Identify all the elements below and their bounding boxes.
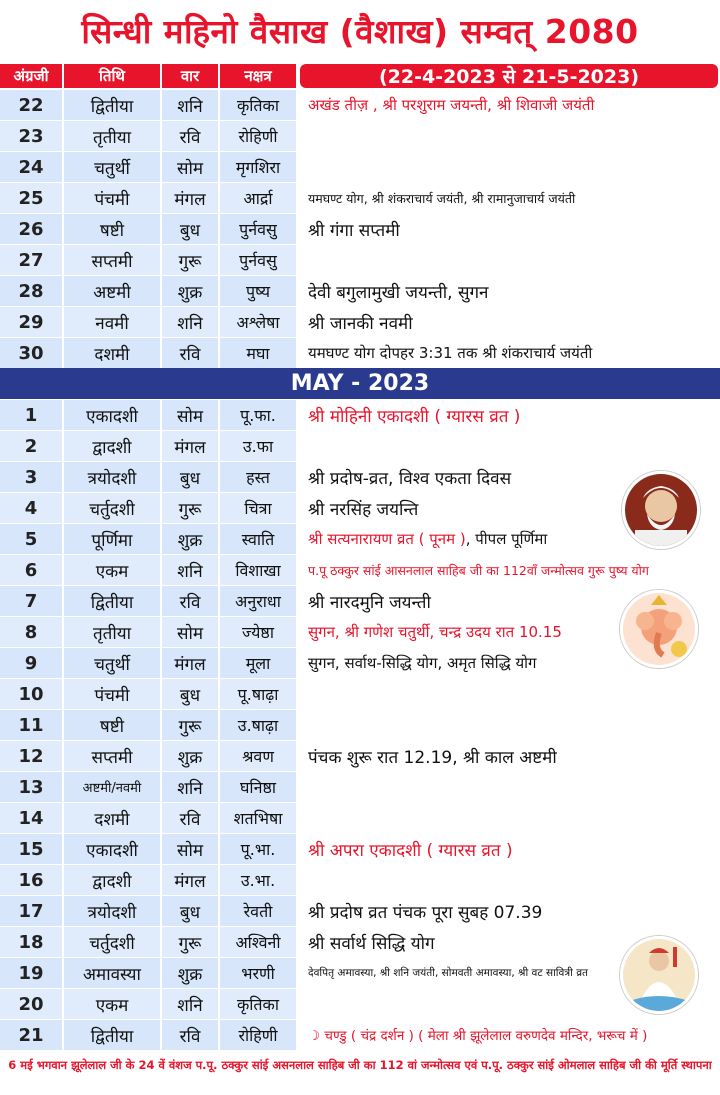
vaar-cell: मंगल — [162, 648, 220, 678]
tithi-cell: अष्टमी/नवमी — [64, 772, 162, 802]
event-cell: देवी बगुलामुखी जयन्ती, सुगन — [298, 276, 720, 306]
nakshatra-cell: पू.फा. — [220, 400, 298, 430]
event-cell: ☽ चण्डु ( चंद्र दर्शन ) ( मेला श्री झूलेलाल वरुणदेव मन्दिर, भरूच में ) — [298, 1020, 720, 1050]
nakshatra-cell: पुष्य — [220, 276, 298, 306]
event-cell: सुगन, सर्वाथ-सिद्धि योग, अमृत सिद्धि योग — [298, 648, 720, 678]
date-cell: 6 — [0, 555, 64, 585]
footer-note: 6 मई भगवान झूलेलाल जी के 24 वें वंशज प.पू. ठक्कुर सांई असनलाल साहिब जी का 112 वां जन्मोत्सव एवं प.पू. ठक्कुर सांई ओमलाल साहिब जी की मूर्ति स्थापना — [8, 1058, 712, 1072]
vaar-cell: शनि — [162, 307, 220, 337]
nakshatra-cell: आर्द्रा — [220, 183, 298, 213]
page-title: सिन्धी महिनो वैसाख (वैशाख) सम्वत् 2080 — [81, 12, 639, 51]
tithi-cell: द्वितीया — [64, 90, 162, 120]
tithi-cell: सप्तमी — [64, 245, 162, 275]
nakshatra-cell: मघा — [220, 338, 298, 368]
tithi-cell: एकादशी — [64, 834, 162, 864]
header-date: अंग्रजी — [0, 64, 64, 88]
table-row — [0, 152, 720, 183]
header-tithi: तिथि — [64, 64, 162, 88]
vaar-cell: शनि — [162, 90, 220, 120]
table-row — [0, 524, 720, 555]
date-cell: 3 — [0, 462, 64, 492]
date-cell: 13 — [0, 772, 64, 802]
nakshatra-cell: शतभिषा — [220, 803, 298, 833]
nakshatra-cell: अनुराधा — [220, 586, 298, 616]
table-row — [0, 896, 720, 927]
table-row — [0, 803, 720, 834]
date-cell: 22 — [0, 90, 64, 120]
saint-portrait-icon — [622, 471, 700, 549]
table-row — [0, 400, 720, 431]
vaar-cell: बुध — [162, 679, 220, 709]
vaar-cell: रवि — [162, 803, 220, 833]
vaar-cell: मंगल — [162, 865, 220, 895]
header-date-range: (22-4-2023 से 21-5-2023) — [300, 64, 718, 88]
date-cell: 21 — [0, 1020, 64, 1050]
nakshatra-cell: चित्रा — [220, 493, 298, 523]
event-cell: श्री सर्वार्थ सिद्धि योग — [298, 927, 720, 957]
tithi-cell: त्रयोदशी — [64, 462, 162, 492]
event-cell: श्री प्रदोष-व्रत, विश्व एकता दिवस — [298, 462, 720, 492]
event-cell: यमघण्ट योग दोपहर 3:31 तक श्री शंकराचार्य जयंती — [298, 338, 720, 368]
event-cell: श्री नरसिंह जयन्ति — [298, 493, 720, 523]
nakshatra-cell: अश्लेषा — [220, 307, 298, 337]
date-cell: 17 — [0, 896, 64, 926]
table-row — [0, 307, 720, 338]
tithi-cell: त्रयोदशी — [64, 896, 162, 926]
nakshatra-cell: पू.भा. — [220, 834, 298, 864]
table-row — [0, 741, 720, 772]
table-row — [0, 927, 720, 958]
vaar-cell: रवि — [162, 121, 220, 151]
jhulelal-icon — [620, 936, 698, 1014]
event-rest: , पीपल पूर्णिमा — [465, 530, 548, 548]
vaar-cell: शनि — [162, 772, 220, 802]
event-cell — [298, 245, 720, 275]
date-cell: 5 — [0, 524, 64, 554]
table-row — [0, 338, 720, 369]
event-cell: पंचक शुरू रात 12.19, श्री काल अष्टमी — [298, 741, 720, 771]
header-nakshatra: नक्षत्र — [220, 64, 298, 88]
vaar-cell: रवि — [162, 1020, 220, 1050]
tithi-cell: पंचमी — [64, 183, 162, 213]
date-cell: 18 — [0, 927, 64, 957]
nakshatra-cell: कृतिका — [220, 989, 298, 1019]
date-cell: 24 — [0, 152, 64, 182]
event-cell: श्री गंगा सप्तमी — [298, 214, 720, 244]
table-row — [0, 772, 720, 803]
table-row — [0, 865, 720, 896]
may-rows — [0, 400, 720, 1051]
tithi-cell: पूर्णिमा — [64, 524, 162, 554]
vaar-cell: रवि — [162, 586, 220, 616]
tithi-cell: नवमी — [64, 307, 162, 337]
tithi-cell: चर्तुदशी — [64, 927, 162, 957]
vaar-cell: सोम — [162, 400, 220, 430]
date-cell: 12 — [0, 741, 64, 771]
table-row — [0, 493, 720, 524]
date-cell: 4 — [0, 493, 64, 523]
date-cell: 14 — [0, 803, 64, 833]
nakshatra-cell: कृतिका — [220, 90, 298, 120]
date-cell: 16 — [0, 865, 64, 895]
tithi-cell: एकम — [64, 989, 162, 1019]
event-cell — [298, 679, 720, 709]
nakshatra-cell: रोहिणी — [220, 1020, 298, 1050]
date-cell: 11 — [0, 710, 64, 740]
table-row — [0, 276, 720, 307]
event-cell: अखंड तीज़ , श्री परशुराम जयन्ती, श्री शिवाजी जयंती — [298, 90, 720, 120]
table-row — [0, 989, 720, 1020]
vaar-cell: सोम — [162, 152, 220, 182]
date-cell: 20 — [0, 989, 64, 1019]
table-row — [0, 555, 720, 586]
table-row — [0, 245, 720, 276]
vaar-cell: सोम — [162, 834, 220, 864]
table-row — [0, 214, 720, 245]
header-vaar: वार — [162, 64, 220, 88]
date-cell: 30 — [0, 338, 64, 368]
table-row — [0, 121, 720, 152]
tithi-cell: द्वितीया — [64, 1020, 162, 1050]
tithi-cell: तृतीया — [64, 617, 162, 647]
tithi-cell: सप्तमी — [64, 741, 162, 771]
date-cell: 19 — [0, 958, 64, 988]
event-cell — [298, 772, 720, 802]
nakshatra-cell: मृगशिरा — [220, 152, 298, 182]
vaar-cell: मंगल — [162, 431, 220, 461]
event-cell — [298, 710, 720, 740]
vaar-cell: बुध — [162, 462, 220, 492]
tithi-cell: एकादशी — [64, 400, 162, 430]
event-cell: श्री नारदमुनि जयन्ती — [298, 586, 720, 616]
vaar-cell: शुक्र — [162, 524, 220, 554]
nakshatra-cell: पुर्नवसु — [220, 245, 298, 275]
vaar-cell: शनि — [162, 989, 220, 1019]
ganesha-icon — [620, 590, 698, 668]
vaar-cell: बुध — [162, 214, 220, 244]
tithi-cell: चतुर्थी — [64, 152, 162, 182]
tithi-cell: द्वितीया — [64, 586, 162, 616]
vaar-cell: गुरू — [162, 493, 220, 523]
vaar-cell: गुरू — [162, 927, 220, 957]
tithi-cell: दशमी — [64, 338, 162, 368]
april-rows — [0, 90, 720, 369]
event-cell — [298, 803, 720, 833]
nakshatra-cell: उ.फा — [220, 431, 298, 461]
event-cell: देवपितृ अमावस्या, श्री शनि जयंती, सोमवती अमावस्या, श्री वट सावित्री व्रत — [298, 958, 720, 988]
date-cell: 28 — [0, 276, 64, 306]
date-cell: 10 — [0, 679, 64, 709]
tithi-cell: पंचमी — [64, 679, 162, 709]
date-cell: 23 — [0, 121, 64, 151]
nakshatra-cell: हस्त — [220, 462, 298, 492]
tithi-cell: षष्टी — [64, 710, 162, 740]
tithi-cell: द्वादशी — [64, 431, 162, 461]
event-cell: श्री मोहिनी एकादशी ( ग्यारस व्रत ) — [298, 400, 720, 430]
vaar-cell: शुक्र — [162, 276, 220, 306]
table-header — [0, 64, 720, 88]
tithi-cell: षष्टी — [64, 214, 162, 244]
table-row — [0, 710, 720, 741]
nakshatra-cell: पुर्नवसु — [220, 214, 298, 244]
event-cell: श्री प्रदोष व्रत पंचक पूरा सुबह 07.39 — [298, 896, 720, 926]
nakshatra-cell: ज्येष्ठा — [220, 617, 298, 647]
nakshatra-cell: रोहिणी — [220, 121, 298, 151]
nakshatra-cell: स्वाति — [220, 524, 298, 554]
table-row — [0, 431, 720, 462]
table-row — [0, 1020, 720, 1051]
event-cell: श्री अपरा एकादशी ( ग्यारस व्रत ) — [298, 834, 720, 864]
date-cell: 1 — [0, 400, 64, 430]
month-bar: MAY - 2023 — [0, 368, 720, 399]
table-row — [0, 834, 720, 865]
nakshatra-cell: रेवती — [220, 896, 298, 926]
nakshatra-cell: अश्विनी — [220, 927, 298, 957]
table-row — [0, 90, 720, 121]
table-row — [0, 679, 720, 710]
event-cell: सुगन, श्री गणेश चतुर्थी, चन्द्र उदय रात 10.15 — [298, 617, 720, 647]
tithi-cell: द्वादशी — [64, 865, 162, 895]
date-cell: 9 — [0, 648, 64, 678]
date-cell: 7 — [0, 586, 64, 616]
tithi-cell: तृतीया — [64, 121, 162, 151]
event-cell: श्री जानकी नवमी — [298, 307, 720, 337]
tithi-cell: अष्टमी — [64, 276, 162, 306]
date-cell: 2 — [0, 431, 64, 461]
table-row — [0, 958, 720, 989]
date-cell: 15 — [0, 834, 64, 864]
event-cell: प.पू ठक्कुर सांई आसनलाल साहिब जी का 112वाँ जन्मोत्सव गुरू पुष्य योग — [298, 555, 720, 585]
nakshatra-cell: उ.षाढ़ा — [220, 710, 298, 740]
tithi-cell: चर्तुदशी — [64, 493, 162, 523]
nakshatra-cell: उ.भा. — [220, 865, 298, 895]
vaar-cell: शुक्र — [162, 958, 220, 988]
event-cell — [298, 431, 720, 461]
vaar-cell: गुरू — [162, 710, 220, 740]
event-cell — [298, 121, 720, 151]
vaar-cell: शुक्र — [162, 741, 220, 771]
date-cell: 27 — [0, 245, 64, 275]
vaar-cell: सोम — [162, 617, 220, 647]
date-cell: 25 — [0, 183, 64, 213]
vaar-cell: मंगल — [162, 183, 220, 213]
nakshatra-cell: श्रवण — [220, 741, 298, 771]
vaar-cell: शनि — [162, 555, 220, 585]
date-cell: 26 — [0, 214, 64, 244]
date-cell: 29 — [0, 307, 64, 337]
vaar-cell: बुध — [162, 896, 220, 926]
nakshatra-cell: घनिष्ठा — [220, 772, 298, 802]
table-row — [0, 586, 720, 617]
date-cell: 8 — [0, 617, 64, 647]
vaar-cell: रवि — [162, 338, 220, 368]
table-row — [0, 617, 720, 648]
nakshatra-cell: पू.षाढ़ा — [220, 679, 298, 709]
nakshatra-cell: मूला — [220, 648, 298, 678]
event-cell: यमघण्ट योग, श्री शंकराचार्य जयंती, श्री रामानुजाचार्य जयंती — [298, 183, 720, 213]
event-cell — [298, 152, 720, 182]
vaar-cell: गुरू — [162, 245, 220, 275]
tithi-cell: अमावस्या — [64, 958, 162, 988]
table-row — [0, 648, 720, 679]
tithi-cell: दशमी — [64, 803, 162, 833]
nakshatra-cell: विशाखा — [220, 555, 298, 585]
tithi-cell: चतुर्थी — [64, 648, 162, 678]
tithi-cell: एकम — [64, 555, 162, 585]
event-highlight: श्री सत्यनारायण व्रत ( पूनम ) — [308, 530, 466, 548]
nakshatra-cell: भरणी — [220, 958, 298, 988]
table-row — [0, 462, 720, 493]
event-cell — [298, 865, 720, 895]
table-row — [0, 183, 720, 214]
